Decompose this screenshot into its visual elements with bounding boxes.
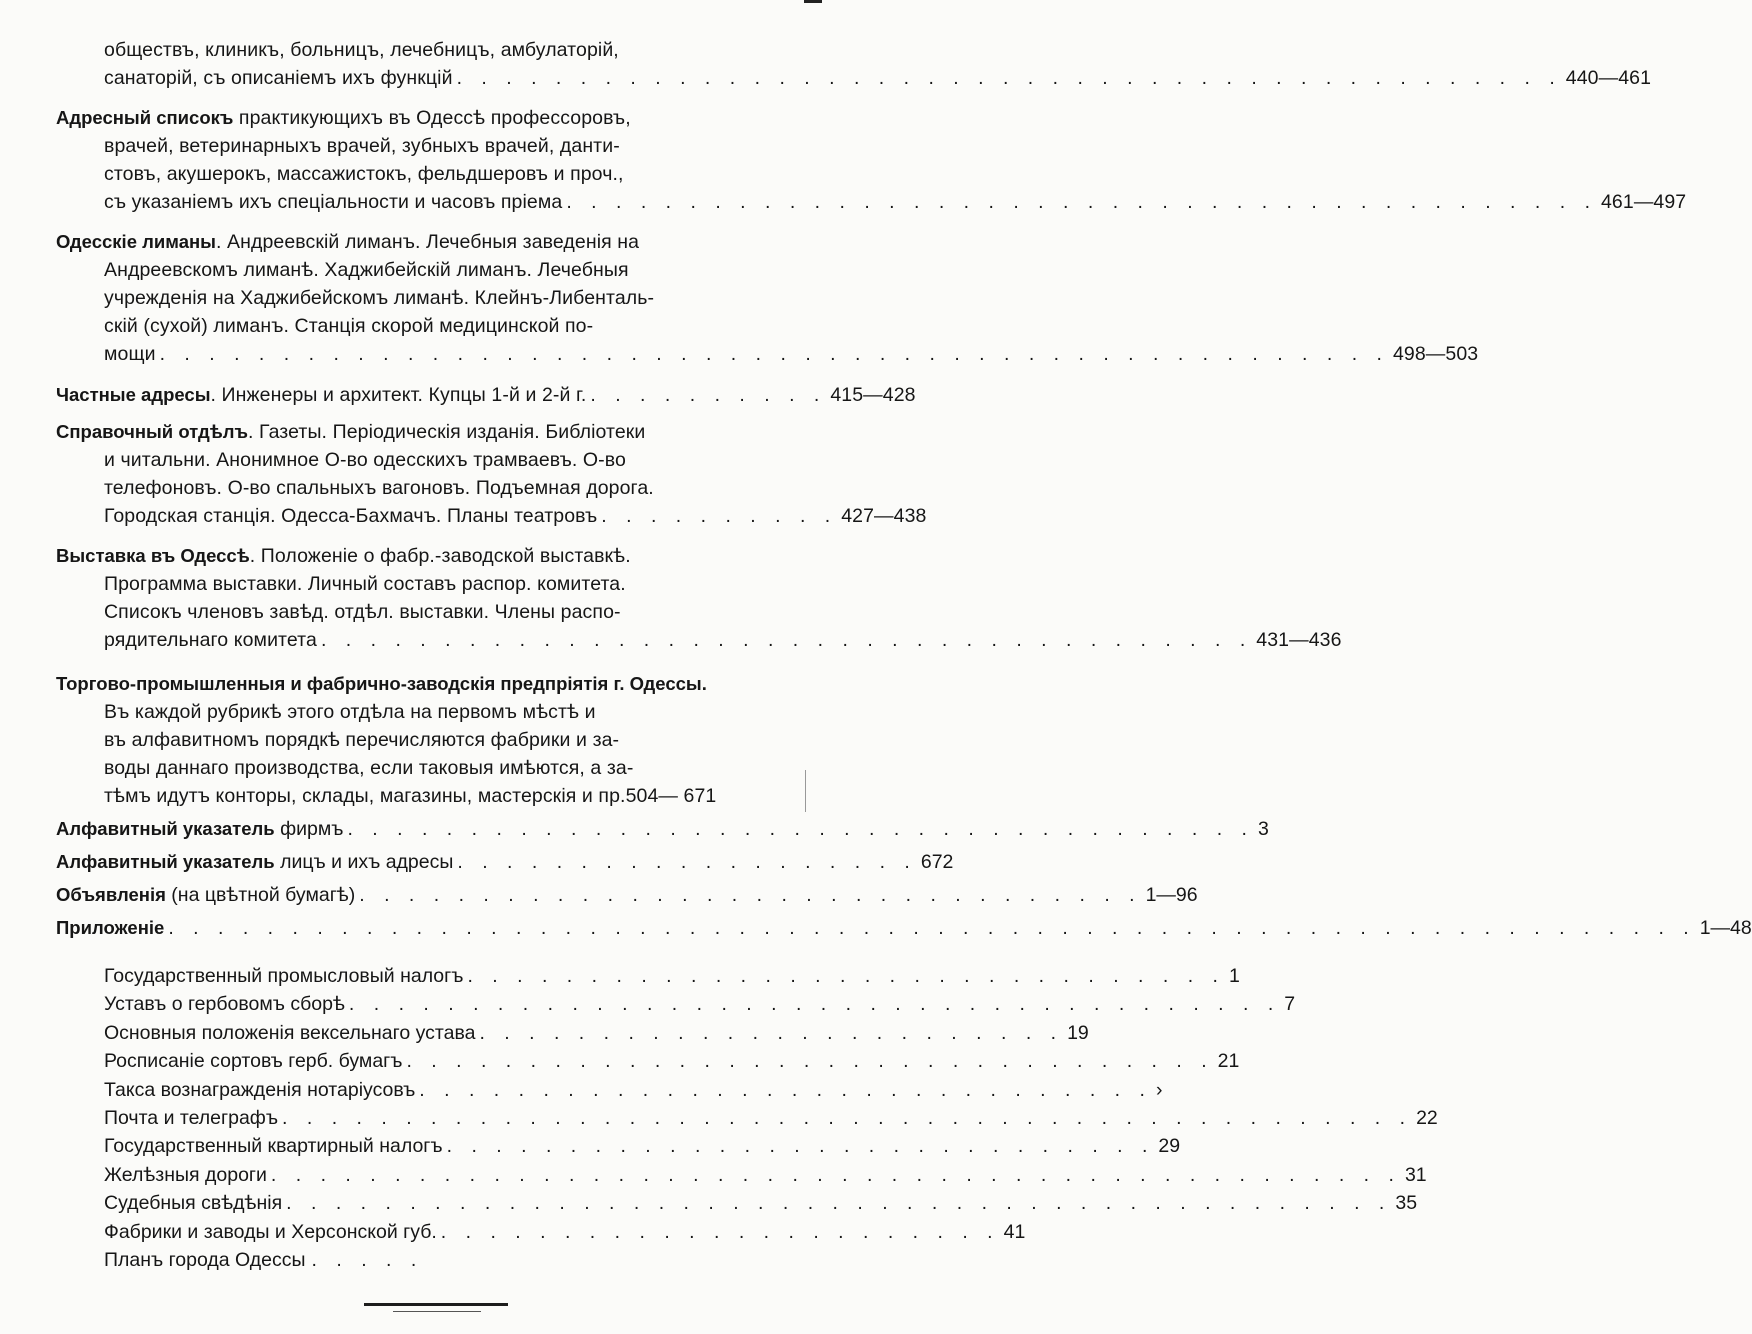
- end-rule-thin: [393, 1311, 481, 1312]
- dot-leader: . . . . . . . . . . . . . . . . . . . . . . . .: [479, 1021, 1064, 1044]
- entry-line-text: . Положеніе о фабр.-заводской выставкѣ.: [249, 545, 631, 567]
- appendix-title: Планъ города Одессы: [104, 1248, 306, 1271]
- entry-line-text: Списокъ членовъ завѣд. отдѣл. выставки. Члены распо-: [104, 601, 621, 623]
- page-number: 19: [1067, 1021, 1089, 1044]
- appendix-item: [104, 1163, 1427, 1192]
- entry-line: [56, 670, 828, 698]
- entry-line-leader: [56, 502, 927, 530]
- entry-line-text: санаторій, съ описаніемъ ихъ функцій: [104, 67, 453, 89]
- entry-line: [56, 542, 828, 570]
- page-number: 3: [1257, 818, 1269, 840]
- entry-line: [56, 570, 828, 598]
- dot-leader: . . . . . . . . . . . . . . . . . . . . . . . . . . . . . . . . . . . . . . . . . . . . .: [286, 1192, 1392, 1215]
- entry-line-text: мощи: [104, 343, 156, 365]
- entry-line: [56, 754, 828, 782]
- end-rule: [364, 1303, 508, 1306]
- toc-entry-address-list: [56, 104, 1687, 216]
- toc-entry-commerce-industry: [56, 670, 828, 810]
- page-number: 1—96: [1145, 884, 1198, 906]
- page-number: 41: [1003, 1220, 1026, 1243]
- entry-line-text: стовъ, акушерокъ, массажистокъ, фельдшеровъ и проч.,: [104, 163, 624, 185]
- page-range: 440—461: [1565, 67, 1652, 89]
- page-number: 1—48: [1699, 917, 1752, 939]
- dot-leader: . . . . . . . . . . . . . . . . . . . . . . .: [440, 1220, 1000, 1243]
- entry-heading: Справочный отдѣлъ: [56, 421, 248, 442]
- entry-line-text: рядительнаго комитета: [104, 629, 317, 651]
- entry-line: [56, 782, 828, 810]
- appendix-item: [104, 1135, 1181, 1163]
- margin-line: [805, 770, 806, 812]
- entry-line: [56, 228, 828, 256]
- index-text: (на цвѣтной бумагѣ): [165, 884, 356, 906]
- index-row: [56, 818, 1269, 851]
- dot-leader: . . . . . . . . . . . . . . . . . . . . . . . . . . . . . . . . . . . . . . . . . . . . .: [456, 67, 1562, 89]
- dot-leader: . . . . . . . . . . . . . . . . . . . . . . . . . . . . . . . . .: [406, 1050, 1214, 1073]
- entry-heading: Торгово-промышленныя и фабрично-заводскія предпріятія г. Одессы.: [56, 673, 707, 694]
- entry-line: [56, 474, 828, 502]
- index-section: [56, 818, 1752, 950]
- appendix-item: [104, 1021, 1089, 1050]
- entry-line-text: . Инженеры и архитект. Купцы 1-й и 2-й г.: [210, 384, 587, 406]
- appendix-title: Росписаніе сортовъ герб. бумагъ: [104, 1050, 403, 1073]
- entry-line-text: въ алфавитномъ порядкѣ перечисляются фабрики и за-: [104, 729, 620, 751]
- index-row: [56, 884, 1198, 917]
- page-range: 431—436: [1256, 629, 1342, 651]
- toc-entry-institutions: [56, 36, 1652, 92]
- appendix-item: [104, 1220, 1026, 1249]
- index-row: [56, 917, 1752, 950]
- entry-line-text: Программа выставки. Личный составъ распор. комитета.: [104, 573, 626, 595]
- page-number: 29: [1158, 1135, 1181, 1158]
- entry-line-text: врачей, ветеринарныхъ врачей, зубныхъ врачей, данти-: [104, 135, 620, 157]
- entry-line-text: . Андреевскій лиманъ. Лечебныя заведенія на: [215, 231, 640, 253]
- dot-leader: . . . . . . . . . . . . . . . . . . . . . . . . . . . . . . . . . . . . . . . . . . . . . .: [270, 1163, 1401, 1186]
- entry-line: [56, 104, 828, 132]
- dot-leader: . . . . . . . . . . . . . . . . . . . . . . . . . . . . . . . . . . . . . . . . . . . . . .: [282, 1106, 1413, 1129]
- appendix-title: Государственный квартирный налогъ: [104, 1135, 443, 1158]
- dot-leader: . . . . . . . . . .: [590, 384, 827, 406]
- appendix-title: Почта и телеграфъ: [104, 1106, 279, 1129]
- dot-leader: . . . . . . . . . .: [601, 505, 838, 527]
- toc-entry-private-addresses: [56, 381, 916, 409]
- page-range: 498—503: [1392, 343, 1479, 365]
- entry-line-text: телефоновъ. О-во спальныхъ вагоновъ. Подъемная дорога.: [104, 477, 654, 499]
- toc-entry-reference-section: [56, 418, 927, 530]
- index-heading: Алфавитный указатель: [56, 818, 275, 839]
- page-number: ›: [1155, 1078, 1163, 1101]
- entry-line: [56, 256, 828, 284]
- index-heading: Приложеніе: [56, 917, 165, 938]
- dot-leader: . . . . . . . . . . . . . . . . . . . . . . . . . . . . . . . . . . . . . . . . . . . . . . . . . . . . . . . . . . . . . .: [168, 917, 1696, 939]
- index-heading: Объявленія: [56, 884, 166, 905]
- index-text: лицъ и ихъ адресы: [274, 851, 454, 873]
- entry-line-leader: [56, 188, 1687, 216]
- appendix-item: [104, 993, 1296, 1021]
- entry-line-leader: [56, 64, 1652, 92]
- dot-leader: . . . . . . . . . . . . . . . . . . . . . . . . . . . . .: [446, 1135, 1155, 1158]
- entry-line-text: съ указаніемъ ихъ спеціальности и часовъ пріема: [104, 191, 563, 213]
- entry-heading: Выставка въ Одессѣ: [56, 545, 250, 566]
- page-number: 672: [920, 851, 954, 873]
- entry-line-text: учрежденія на Хаджибейскомъ лиманѣ. Клейнъ-Либенталь-: [104, 287, 655, 309]
- entry-line: [56, 726, 828, 754]
- entry-line-leader: [56, 626, 1342, 654]
- entry-line-text: практикующихъ въ Одессѣ профессоровъ,: [233, 107, 631, 129]
- toc-entry-exhibition: [56, 542, 1342, 654]
- entry-line-leader: [56, 340, 1479, 368]
- entry-line: [56, 160, 828, 188]
- index-text: фирмъ: [274, 818, 344, 840]
- entry-heading: Частные адресы: [56, 384, 211, 405]
- page-range: 427—438: [841, 505, 927, 527]
- dot-leader: . . . . . . . . . . . . . . . . . . . . . . . . . . . . . . . . . . . . . . . . . .: [566, 191, 1597, 213]
- page-number: 1: [1228, 965, 1240, 987]
- appendix-title: Фабрики и заводы и Херсонской губ.: [104, 1220, 437, 1243]
- page-range: 415—428: [830, 384, 916, 406]
- entry-heading: Одесскіе лиманы: [56, 231, 216, 252]
- appendix-title: Основныя положенія вексельнаго устава: [104, 1021, 476, 1044]
- toc-entry-estuaries: [56, 228, 1479, 368]
- appendix-item: [104, 1192, 1418, 1220]
- entry-line-text: Городская станція. Одесса-Бахмачъ. Планы театровъ: [104, 505, 598, 527]
- appendix-item: [104, 1078, 1163, 1107]
- entry-line-text: Въ каждой рубрикѣ этого отдѣла на первомъ мѣстѣ и: [104, 701, 596, 723]
- entry-line: [56, 312, 828, 340]
- page-range: 461—497: [1600, 191, 1687, 213]
- entry-heading: Адресный списокъ: [56, 107, 234, 128]
- index-row: [56, 851, 954, 884]
- dot-leader: . . . . . . . . . . . . . . . . . . . . . . . . . . . . . . . . . . . . . . . . . . . . . . . . . .: [159, 343, 1389, 365]
- appendix-title: Такса вознагражденія нотаріусовъ: [104, 1078, 416, 1101]
- entry-line: [56, 446, 828, 474]
- dot-leader: . . . . .: [311, 1248, 424, 1271]
- entry-line-text: обществъ, клиникъ, больницъ, лечебницъ, амбулаторій,: [104, 39, 619, 61]
- page-number: 22: [1416, 1106, 1438, 1129]
- page-number: 35: [1395, 1192, 1418, 1215]
- dot-leader: . . . . . . . . . . . . . . . . . . . . . . . . . . . . . . . . . . . . . .: [320, 629, 1253, 651]
- entry-line-text: скій (сухой) лиманъ. Станція скорой медицинской по-: [104, 315, 594, 337]
- top-edge-mark: [804, 0, 822, 3]
- page-number: 7: [1284, 993, 1296, 1016]
- entry-line: [56, 36, 828, 64]
- entry-line-text: воды даннаго производства, если таковыя имѣются, а за-: [104, 757, 634, 779]
- appendix-title: Государственный промысловый налогъ: [104, 965, 464, 987]
- entry-line-text: и читальни. Анонимное О-во одесскихъ трамваевъ. О-во: [104, 449, 626, 471]
- page-number: 21: [1217, 1050, 1240, 1073]
- appendix-list: [104, 965, 1438, 1277]
- dot-leader: . . . . . . . . . . . . . . . . . . . . . . . . . . . . . . . . . . . . .: [347, 818, 1254, 840]
- page-number: 31: [1404, 1163, 1427, 1186]
- dot-leader: . . . . . . . . . . . . . . . . . . . . . . . . . . . . . . . . . . . . . .: [348, 993, 1281, 1016]
- entry-line: [56, 284, 828, 312]
- entry-line-text: Андреевскомъ лиманѣ. Хаджибейскій лиманъ. Лечебныя: [104, 259, 629, 281]
- appendix-title: Уставъ о гербовомъ сборѣ: [104, 993, 345, 1016]
- entry-line: [56, 418, 828, 446]
- entry-line-text: . Газеты. Періодическія изданія. Библіотеки: [247, 421, 646, 443]
- dot-leader: . . . . . . . . . . . . . . . . . . .: [457, 851, 917, 873]
- dot-leader: . . . . . . . . . . . . . . . . . . . . . . . . . . . . . . .: [467, 965, 1225, 987]
- entry-line-text: тѣмъ идутъ конторы, склады, магазины, мастерскія и пр.: [104, 785, 626, 807]
- page-range: 504— 671: [625, 785, 717, 807]
- appendix-item: [104, 1106, 1438, 1135]
- entry-line: [56, 598, 828, 626]
- appendix-item: [104, 1050, 1240, 1078]
- dot-leader: . . . . . . . . . . . . . . . . . . . . . . . . . . . . . . . .: [359, 884, 1142, 906]
- appendix-title: Желѣзныя дороги: [104, 1163, 267, 1186]
- appendix-title: Судебныя свѣдѣнія: [104, 1192, 283, 1215]
- index-heading: Алфавитный указатель: [56, 851, 275, 872]
- appendix-item: [104, 1249, 826, 1277]
- appendix-item: [104, 965, 1240, 993]
- dot-leader: . . . . . . . . . . . . . . . . . . . . . . . . . . . . . .: [419, 1078, 1152, 1101]
- entry-line: [56, 132, 828, 160]
- entry-line-leader: [56, 381, 916, 409]
- entry-line: [56, 698, 828, 726]
